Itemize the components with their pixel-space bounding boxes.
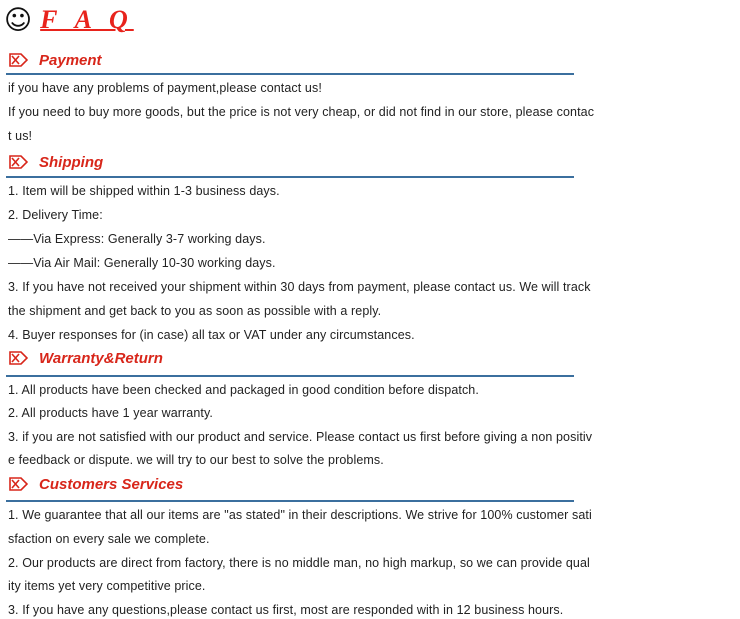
envelope-arrow-icon <box>9 53 28 67</box>
text-line: 3. If you have not received your shipment within 30 days from payment, please contact us. We will track <box>8 280 591 294</box>
text-line: 3. If you have any questions,please contact us first, most are responded with in 12 business hours. <box>8 603 564 617</box>
envelope-arrow-icon <box>9 155 28 169</box>
text-line: 1. Item will be shipped within 1-3 business days. <box>8 184 280 198</box>
smiley-icon: ☺ <box>4 4 33 36</box>
section-title: Warranty&Return <box>39 349 163 367</box>
text-line: 2. All products have 1 year warranty. <box>8 406 213 420</box>
section-title: Payment <box>39 51 102 69</box>
text-line: the shipment and get back to you as soon as possible with a reply. <box>8 304 382 318</box>
faq-header <box>4 2 134 38</box>
section-header-customers-services <box>9 474 183 494</box>
envelope-arrow-icon <box>9 351 28 365</box>
text-line: 4. Buyer responses for (in case) all tax or VAT under any circumstances. <box>8 328 415 342</box>
page-title: F A Q <box>40 5 134 34</box>
text-line: 1. All products have been checked and packaged in good condition before dispatch. <box>8 383 479 397</box>
envelope-arrow-icon <box>9 477 28 491</box>
section-title: Shipping <box>39 153 104 171</box>
section-header-payment <box>9 50 102 70</box>
text-line: 1. We guarantee that all our items are "as stated" in their descriptions. We strive for 100% customer sati <box>8 508 592 522</box>
text-line: sfaction on every sale we complete. <box>8 532 210 546</box>
section-divider <box>6 176 574 178</box>
text-line: If you need to buy more goods, but the price is not very cheap, or did not find in our store, please contac <box>8 105 595 119</box>
text-line: 2. Delivery Time: <box>8 208 103 222</box>
text-line: ——Via Air Mail: Generally 10-30 working days. <box>8 256 276 270</box>
text-line: t us! <box>8 129 33 143</box>
text-line: e feedback or dispute. we will try to our best to solve the problems. <box>8 453 384 467</box>
text-line: ——Via Express: Generally 3-7 working days. <box>8 232 266 246</box>
section-title: Customers Services <box>39 475 184 493</box>
text-line: if you have any problems of payment,please contact us! <box>8 81 322 95</box>
text-line: ity items yet very competitive price. <box>8 579 206 593</box>
text-line: 3. if you are not satisfied with our product and service. Please contact us first before giving a non positiv <box>8 430 593 444</box>
section-divider <box>6 500 574 502</box>
section-divider <box>6 73 574 75</box>
section-divider <box>6 375 574 377</box>
text-line: 2. Our products are direct from factory, there is no middle man, no high markup, so we can provide qual <box>8 556 590 570</box>
section-header-shipping <box>9 152 103 172</box>
section-header-warranty-return <box>9 348 163 368</box>
